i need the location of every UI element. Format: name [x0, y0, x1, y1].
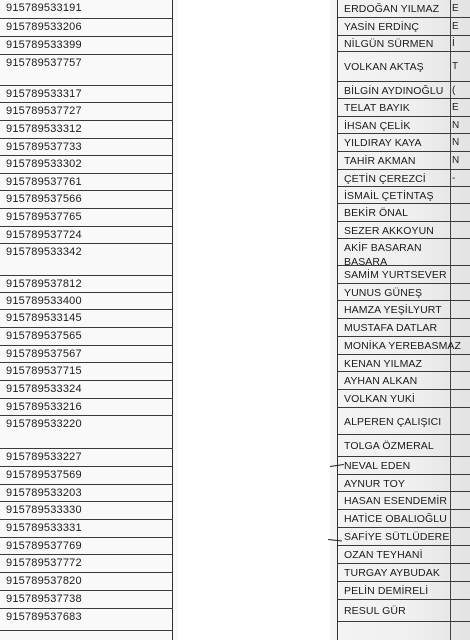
next-column-fragment: T	[452, 61, 459, 72]
person-name: TURGAY AYBUDAK	[344, 567, 440, 579]
id-number-cell: 915789533317	[0, 86, 172, 103]
name-cell	[338, 222, 470, 239]
id-number-cell: 915789537683	[0, 609, 172, 631]
name-cell	[338, 492, 470, 510]
next-column-fragment: E	[452, 102, 459, 113]
id-number-cell: 915789533312	[0, 121, 172, 139]
id-number-cell: 915789533302	[0, 156, 172, 174]
id-number-cell: 915789533331	[0, 520, 172, 538]
person-name: AKİF BASARAN	[344, 242, 422, 254]
name-cell	[338, 82, 470, 99]
person-name: SAFİYE SÜTLÜDERE	[344, 531, 450, 543]
id-number-cell: 915789533203	[0, 485, 172, 502]
id-number-cell: 915789533145	[0, 310, 172, 328]
person-name: ÇETİN ÇEREZCİ	[344, 173, 426, 185]
name-cell	[338, 36, 470, 52]
person-name: BEKİR ÖNAL	[344, 207, 409, 219]
next-column-fragment: N	[452, 155, 460, 166]
name-cell	[338, 475, 470, 492]
person-name: AYHAN ALKAN	[344, 375, 418, 387]
id-number-cell: 915789533216	[0, 399, 172, 416]
name-cell	[338, 152, 470, 170]
name-column	[337, 0, 470, 640]
person-name: NEVAL EDEN	[344, 460, 411, 472]
id-number-cell: 915789533399	[0, 37, 172, 55]
next-column-fragment: -	[452, 173, 456, 184]
person-name: PELİN DEMİRELİ	[344, 585, 429, 597]
name-cell	[338, 390, 470, 408]
id-number-cell: 915789537569	[0, 467, 172, 485]
person-name: YILDIRAY KAYA	[344, 137, 422, 149]
person-name: TAHİR AKMAN	[344, 155, 416, 167]
person-name: BİLGİN AYDINOĞLU	[344, 85, 444, 97]
id-number-cell: 915789537567	[0, 346, 172, 363]
person-name: YASİN ERDİNÇ	[344, 21, 420, 33]
id-number-cell: 915789537772	[0, 555, 172, 573]
name-cell	[338, 528, 470, 546]
id-number-cell: 915789537757	[0, 55, 172, 86]
name-cell	[338, 408, 470, 435]
name-cell	[338, 134, 470, 152]
id-number-cell: 915789533330	[0, 502, 172, 520]
name-cell	[338, 266, 470, 284]
name-cell	[338, 600, 470, 622]
name-cell	[338, 355, 470, 372]
name-cell	[338, 337, 470, 355]
person-name: RESUL GÜR	[344, 605, 406, 617]
person-name: KENAN YILMAZ	[344, 358, 423, 370]
person-name: İSMAİL ÇETİNTAŞ	[344, 190, 434, 202]
name-cell	[338, 582, 470, 600]
name-cell	[338, 546, 470, 564]
person-name: YUNUS GÜNEŞ	[344, 287, 423, 299]
name-cell	[338, 457, 470, 475]
name-cell	[338, 510, 470, 528]
id-number-cell: 915789537565	[0, 328, 172, 346]
name-cell	[338, 372, 470, 390]
name-cell	[338, 99, 470, 117]
name-cell	[338, 170, 470, 187]
id-number-cell: 915789533342	[0, 244, 172, 276]
person-name: MONİKA YEREBASMAZ	[344, 340, 462, 352]
name-cell	[338, 18, 470, 36]
person-name-continued: BASARA	[344, 256, 388, 266]
id-number-cell: 915789533227	[0, 449, 172, 467]
id-number-cell: 915789537820	[0, 573, 172, 591]
id-number-cell: 915789537738	[0, 591, 172, 609]
person-name: HATİCE OBALIOĞLU	[344, 513, 447, 525]
next-column-fragment: N	[452, 137, 460, 148]
next-column-fragment: N	[452, 120, 460, 131]
name-cell	[338, 239, 470, 266]
person-name: SEZER AKKOYUN	[344, 225, 434, 237]
person-name: VOLKAN YUKİ	[344, 393, 415, 405]
person-name: TELAT BAYIK	[344, 102, 410, 114]
id-number-cell: 915789533400	[0, 293, 172, 310]
person-name: TOLGA ÖZMERAL	[344, 440, 434, 452]
name-cell	[338, 204, 470, 222]
id-number-cell: 915789537727	[0, 103, 172, 121]
person-name: SAMİM YURTSEVER	[344, 269, 447, 281]
person-name: AYNUR TOY	[344, 478, 405, 490]
next-column-fragment: E	[452, 21, 459, 32]
person-name: NİLGÜN SÜRMEN	[344, 38, 434, 50]
name-cell	[338, 0, 470, 18]
person-name: MUSTAFA DATLAR	[344, 322, 438, 334]
id-number-cell: 915789537765	[0, 209, 172, 227]
person-name: OZAN TEYHANİ	[344, 549, 423, 561]
next-column-fragment: (	[452, 85, 456, 96]
person-name: HASAN ESENDEMİR	[344, 495, 448, 507]
next-column-fragment: İ	[452, 38, 455, 49]
id-number-cell: 915789537761	[0, 174, 172, 191]
id-number-column	[0, 0, 173, 640]
next-column-fragment: E	[452, 3, 459, 14]
name-cell	[338, 564, 470, 582]
person-name: HAMZA YEŞİLYURT	[344, 304, 442, 316]
id-number-cell: 915789537715	[0, 363, 172, 381]
person-name: ERDOĞAN YILMAZ	[344, 3, 440, 15]
name-cell	[338, 52, 470, 82]
name-cell	[338, 319, 470, 337]
name-cell	[338, 284, 470, 301]
name-cell	[338, 301, 470, 319]
person-name: İHSAN ÇELİK	[344, 120, 411, 132]
id-number-cell: 915789533191	[0, 0, 172, 19]
id-number-cell: 915789537812	[0, 276, 172, 293]
person-name: ALPEREN ÇALIŞICI	[344, 416, 442, 428]
person-name: VOLKAN AKTAŞ	[344, 61, 424, 73]
id-number-cell: 915789537769	[0, 538, 172, 555]
name-cell	[338, 435, 470, 457]
id-number-cell: 915789537733	[0, 139, 172, 156]
name-cell	[338, 187, 470, 204]
id-number-cell: 915789533206	[0, 19, 172, 37]
id-number-cell: 915789537724	[0, 227, 172, 244]
id-number-cell: 915789533324	[0, 381, 172, 399]
id-number-cell: 915789533220	[0, 416, 172, 449]
name-cell	[338, 117, 470, 134]
id-number-cell: 915789537566	[0, 191, 172, 209]
